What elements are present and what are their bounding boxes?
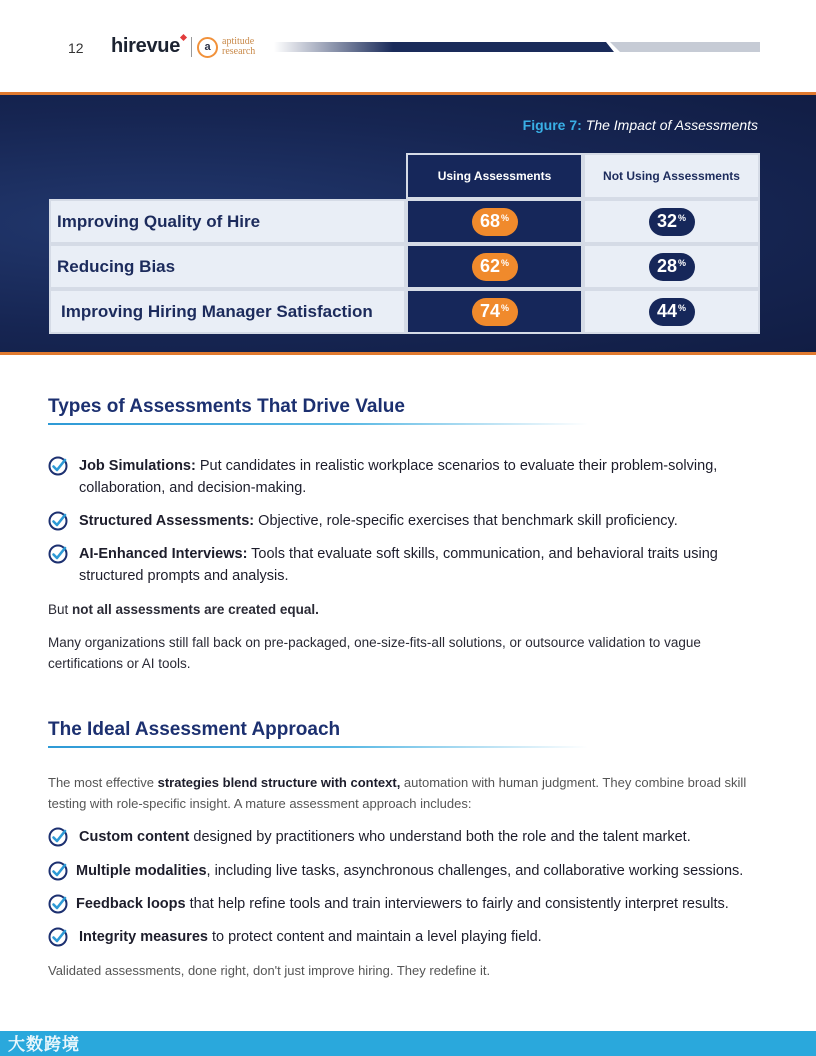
list-item-bold: AI-Enhanced Interviews: bbox=[79, 546, 248, 562]
footer-bar bbox=[0, 1031, 816, 1056]
percent-sign: % bbox=[501, 257, 510, 268]
section-underline bbox=[48, 746, 588, 748]
table-row bbox=[49, 289, 760, 334]
cell-using bbox=[406, 199, 583, 244]
section-underline bbox=[48, 423, 588, 425]
percent-value: 68 bbox=[479, 211, 500, 231]
checkmark-icon bbox=[48, 894, 68, 914]
figure-caption bbox=[523, 117, 758, 133]
row-label: Improving Quality of Hire bbox=[49, 199, 406, 244]
cell-not-using bbox=[583, 289, 760, 334]
checkmark-icon bbox=[48, 511, 68, 531]
callout-prefix: But bbox=[48, 602, 73, 617]
percent-badge bbox=[649, 298, 695, 326]
percent-badge bbox=[472, 298, 518, 326]
closing-statement: Validated assessments, done right, don't just improve hiring. They redefine it. bbox=[48, 963, 491, 978]
hirevue-logo-text: hirevue bbox=[111, 35, 181, 57]
percent-sign: % bbox=[678, 302, 687, 313]
checkmark-icon bbox=[48, 544, 68, 564]
list-item-body: that help refine tools and train interviewers to fairly and consistently interpret results. bbox=[185, 896, 729, 912]
aptitude-logo-mark: a bbox=[197, 37, 218, 58]
checkmark-icon bbox=[48, 456, 68, 476]
cell-using bbox=[406, 244, 583, 289]
logo-star-icon bbox=[180, 34, 187, 41]
percent-value: 44 bbox=[656, 301, 677, 321]
list-item-bold: Structured Assessments: bbox=[79, 513, 255, 529]
list-item-text bbox=[76, 893, 766, 915]
section-title-types: Types of Assessments That Drive Value bbox=[48, 396, 405, 417]
callout-text bbox=[48, 599, 768, 620]
table-row bbox=[49, 244, 760, 289]
list-item-body: to protect content and maintain a level playing field. bbox=[207, 929, 542, 945]
section-title-ideal: The Ideal Assessment Approach bbox=[48, 719, 341, 740]
aptitude-logo-line2: research bbox=[222, 46, 256, 57]
section1-paragraph: Many organizations still fall back on pre-packaged, one-size-fits-all solutions, or outsource validation to vague certifications or AI tools. bbox=[48, 635, 701, 671]
percent-badge bbox=[649, 208, 695, 236]
percent-sign: % bbox=[678, 257, 687, 268]
checkmark-icon bbox=[48, 827, 68, 847]
cell-using bbox=[406, 289, 583, 334]
percent-value: 62 bbox=[479, 256, 500, 276]
header-decorative-bar bbox=[274, 42, 760, 52]
logo-divider bbox=[191, 37, 192, 57]
percent-value: 28 bbox=[656, 256, 677, 276]
cell-not-using bbox=[583, 244, 760, 289]
list-item-text bbox=[79, 510, 769, 532]
figure-label: Figure 7: bbox=[522, 117, 582, 133]
list-item-body: , including live tasks, asynchronous challenges, and collaborative working sessions. bbox=[206, 863, 744, 879]
list-item-text bbox=[79, 826, 769, 848]
row-label: Improving Hiring Manager Satisfaction bbox=[49, 289, 406, 334]
list-item-text bbox=[79, 926, 769, 948]
row-label: Reducing Bias bbox=[49, 244, 406, 289]
checkmark-icon bbox=[48, 861, 68, 881]
list-item-body: Tools that evaluate soft skills, communication, and behavioral traits using structured prompts and analysis. bbox=[79, 546, 718, 584]
figure-caption-text: The Impact of Assessments bbox=[585, 117, 758, 133]
column-header-not-using: Not Using Assessments bbox=[583, 153, 760, 199]
list-item-bold: Multiple modalities bbox=[76, 863, 207, 879]
percent-badge bbox=[472, 208, 518, 236]
percent-badge bbox=[649, 253, 695, 281]
list-item-bold: Feedback loops bbox=[76, 896, 186, 912]
list-item-bold: Integrity measures bbox=[79, 929, 208, 945]
percent-value: 74 bbox=[479, 301, 500, 321]
percent-sign: % bbox=[501, 212, 510, 223]
list-item-body: Put candidates in realistic workplace scenarios to evaluate their problem-solving, collaboration, and decision-making. bbox=[79, 458, 718, 496]
intro-prefix: The most effective bbox=[48, 775, 158, 790]
list-item-text bbox=[79, 543, 769, 587]
percent-sign: % bbox=[501, 302, 510, 313]
percent-badge bbox=[472, 253, 518, 281]
aptitude-logo-line1: aptitude bbox=[222, 36, 255, 47]
section2-intro bbox=[48, 772, 768, 814]
page-header bbox=[0, 0, 816, 92]
list-item-text bbox=[76, 860, 766, 882]
intro-bold: strategies blend structure with context, bbox=[157, 775, 401, 790]
list-item-text bbox=[79, 455, 769, 499]
checkmark-icon bbox=[48, 927, 68, 947]
percent-sign: % bbox=[678, 212, 687, 223]
list-item-body: Objective, role-specific exercises that benchmark skill proficiency. bbox=[254, 513, 678, 529]
callout-bold: not all assessments are created equal. bbox=[72, 602, 319, 617]
list-item-bold: Job Simulations: bbox=[79, 458, 196, 474]
percent-value: 32 bbox=[656, 211, 677, 231]
cell-not-using bbox=[583, 199, 760, 244]
page-number: 12 bbox=[68, 40, 84, 56]
intro-suffix: automation with human judgment. They combine broad skill testing with role-specific insight. A mature assessment approach includes: bbox=[48, 775, 747, 811]
column-header-using: Using Assessments bbox=[406, 153, 583, 199]
aptitude-logo-text bbox=[222, 37, 255, 57]
figure-panel bbox=[0, 92, 816, 355]
watermark: 大数跨境 bbox=[8, 1035, 80, 1054]
table-row bbox=[49, 199, 760, 244]
list-item-body: designed by practitioners who understand both the role and the talent market. bbox=[189, 829, 691, 845]
hirevue-logo bbox=[111, 35, 180, 58]
list-item-bold: Custom content bbox=[79, 829, 190, 845]
